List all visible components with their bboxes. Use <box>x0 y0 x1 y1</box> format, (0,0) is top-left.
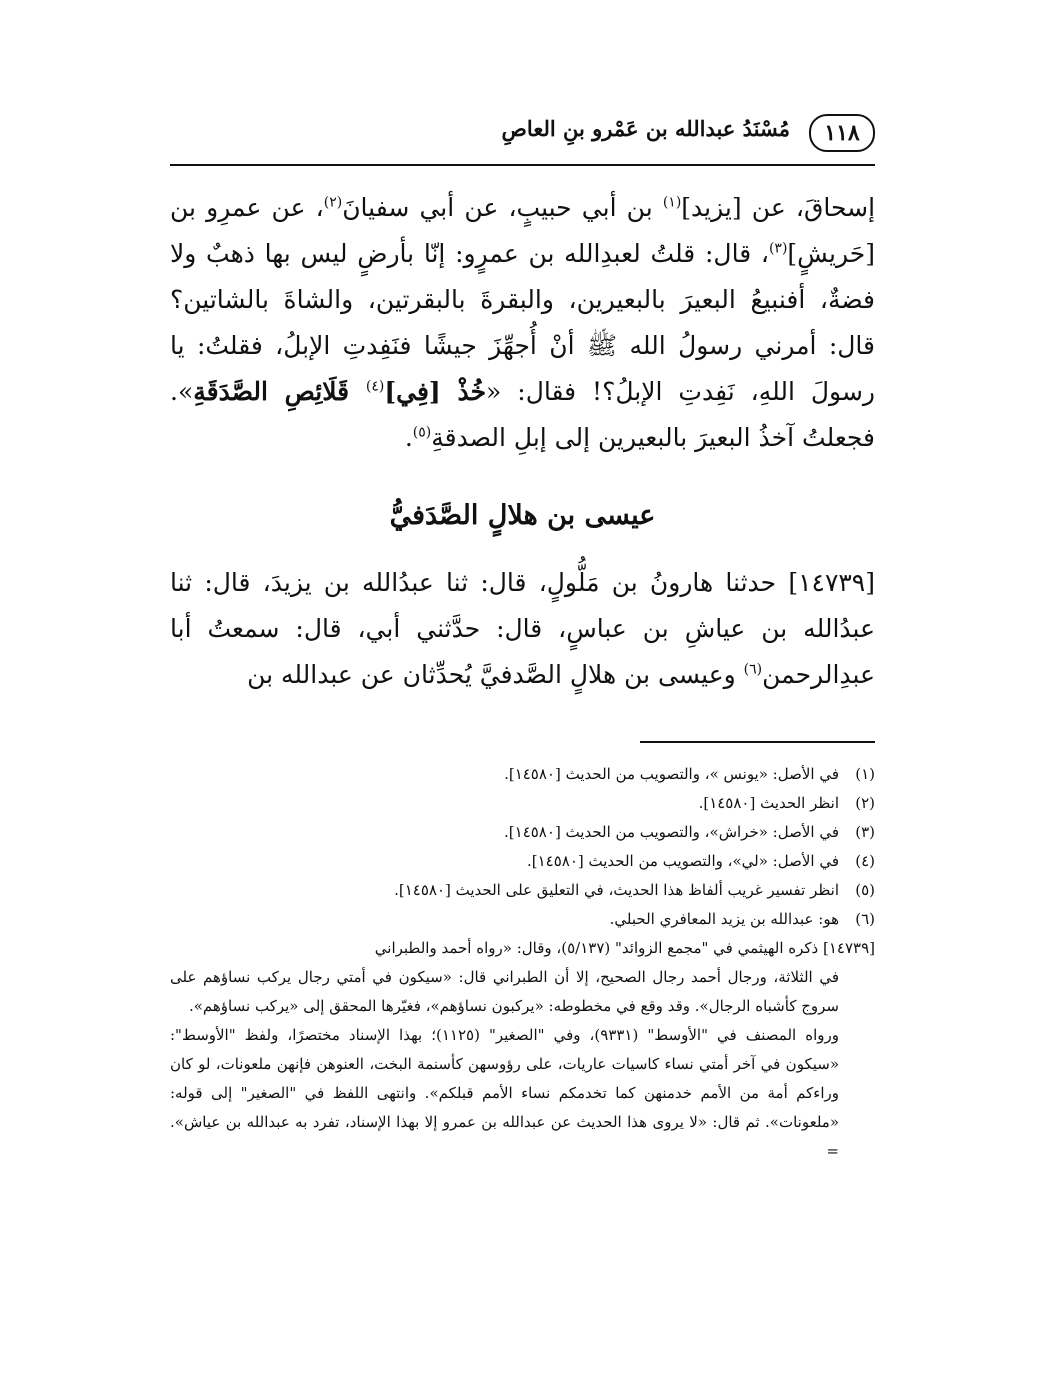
footnotes <box>170 760 875 1166</box>
main-text-block <box>170 185 875 461</box>
footnote-ref[interactable]: (٣) <box>768 240 788 257</box>
text-run: إسحاقَ، عن [يزيد] <box>681 193 876 222</box>
page-number: ١١٨ <box>809 114 875 152</box>
footnote-number: (٢) <box>855 794 875 812</box>
takhrij-text <box>170 1021 875 1166</box>
footnote <box>170 876 875 905</box>
text-run: . <box>404 423 413 452</box>
footnote-ref[interactable]: (٤) <box>365 378 385 395</box>
footnote-text: في الأصل: «يونس »، والتصويب من الحديث [١٤٥٨٠]. <box>504 765 839 783</box>
footnote <box>170 818 875 847</box>
text-run: وعيسى بن هلالٍ الصَّدفيَّ يُحدِّثان عن عبدالله بن <box>247 660 744 689</box>
hadith-paragraph <box>170 560 875 698</box>
footnote-text: في الأصل: «لي»، والتصويب من الحديث [١٤٥٨٠]. <box>526 852 839 870</box>
footnote-number: (٥) <box>855 881 875 899</box>
page-header <box>170 112 875 160</box>
takhrij-text-run: ورواه المصنف في "الأوسط" (٩٣٣١)، وفي "الصغير" (١١٢٥)؛ بهذا الإسناد مختصرًا، ولفظ "الأوسط": «سيكون في آخر أمتي نساء كاسيات عاريات، على رؤوسهن كأسنمة البخت، العنوهن فإنهن ملعونات، لو كان وراءكم أمة من الأمم خدمنهن كما تخدمكم نساء الأمم قبلكم». وانتهى اللفظ في "الصغير" إلى قوله: «ملعونات». ثم قال: «لا يروى هذا الحديث عن عبدالله بن عمرو إلا بهذا الإسناد، تفرد به عبدالله بن عياش». <box>170 1026 839 1131</box>
prophetic-saying: قَلَائِصِ الصَّدَقَةِ <box>193 377 366 406</box>
footnote-ref[interactable]: (٥) <box>412 424 432 441</box>
footnote-ref[interactable]: (٦) <box>743 661 763 678</box>
prophetic-saying: خُذْ [فِي] <box>384 377 487 406</box>
footnote-ref[interactable]: (٢) <box>323 194 343 211</box>
footnote-number: (١) <box>855 765 875 783</box>
footnote <box>170 905 875 934</box>
section-heading: عيسى بن هلالٍ الصَّدَفيُّ <box>389 500 656 531</box>
text-run: ، قال: قلتُ لعبدِالله بن عمرٍو: إنّا بأرضٍ ليس بها ذهبٌ ولا فضةٌ، أفنبيعُ البعيرَ بالبعيرين، والبقرةَ بالبقرتين، والشاةَ بالشاتين؟ قال: أمرني رسولُ الله ﷺ أنْ أُجهِّزَ جيشًا فنَفِدتِ الإبلُ، فقلتُ: يا رسولَ اللهِ، نَفِدتِ الإبلُ؟! فقال: « <box>170 239 875 406</box>
footnote <box>170 760 875 789</box>
footnote-text: انظر الحديث [١٤٥٨٠]. <box>698 794 839 812</box>
footnote-number: (٦) <box>855 910 875 928</box>
footnote-text: في الأصل: «خراش»، والتصويب من الحديث [١٤٥٨٠]. <box>504 823 839 841</box>
footnote-number: (٤) <box>855 852 875 870</box>
running-title: مُسْنَدُ عبدالله بن عَمْرو بنِ العاصِ <box>501 116 790 141</box>
footnote-text: هو: عبدالله بن يزيد المعافري الحبلي. <box>609 910 839 928</box>
footnote-ref[interactable]: (١) <box>662 194 682 211</box>
main-text-block-2 <box>170 560 875 698</box>
footnote-divider <box>640 741 875 743</box>
takhrij-text: في الثلاثة، ورجال أحمد رجال الصحيح، إلا أن الطبراني قال: «سيكون في أمتي رجال يركب نساؤهم على سروج كأشباه الرجال». وقد وقع في مخطوطه: «يركبون نساؤهم»، فغيّرها المحقق إلى «يركب نساؤهم». <box>170 968 839 1015</box>
header-divider <box>170 164 875 166</box>
footnote-text: انظر تفسير غريب ألفاظ هذا الحديث، في التعليق على الحديث [١٤٥٨٠]. <box>394 881 839 899</box>
takhrij-first-line: [١٤٧٣٩] ذكره الهيثمي في "مجمع الزوائد" (٥/١٣٧)، وقال: «رواه أحمد والطبراني <box>374 939 875 957</box>
footnote <box>170 789 875 818</box>
text-run: بن أبي حبيبٍ، عن أبي سفيانَ <box>342 193 663 222</box>
continuation-mark: = <box>826 1142 839 1160</box>
text-run: [١٤٧٣٩] حدثنا هارونُ بن مَلُّولٍ، قال: ثنا عبدُالله بن يزيدَ، قال: ثنا عبدُالله بن عياشِ بن عباسٍ، قال: حدَّثني أبي، قال: سمعتُ أبا عبدِالرحمن <box>170 568 875 689</box>
text-run: ، عن عمرِو بن [حَريشٍ] <box>170 193 875 268</box>
text-run: ». فجعلتُ آخذُ البعيرَ بالبعيرين إلى إبلِ الصدقةِ <box>170 377 875 452</box>
footnote-number: (٣) <box>855 823 875 841</box>
footnote <box>170 847 875 876</box>
hadith-paragraph <box>170 185 875 461</box>
takhrij-note <box>170 934 875 1166</box>
